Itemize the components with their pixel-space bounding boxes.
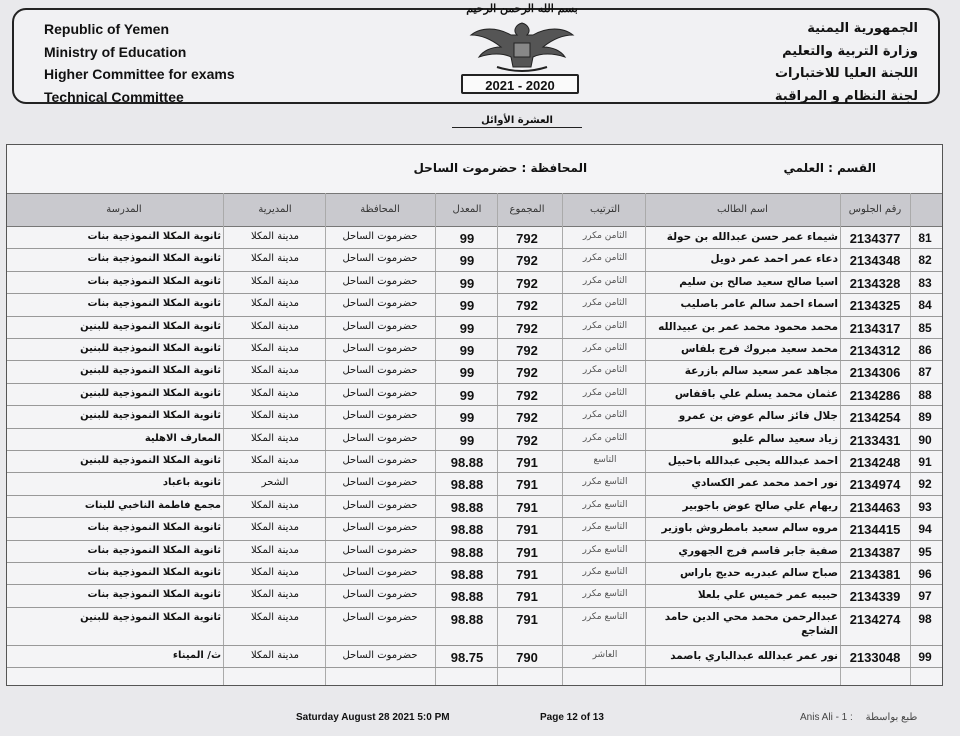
cell-rank: الثامن مكرر bbox=[582, 275, 628, 286]
cell-num: 86 bbox=[918, 343, 932, 357]
cell-total: 791 bbox=[516, 499, 538, 515]
cell-num: 89 bbox=[918, 410, 932, 425]
cell-avg: 99 bbox=[459, 253, 475, 269]
table-header bbox=[7, 193, 942, 227]
header-line: Ministry of Education bbox=[44, 43, 187, 60]
cell-school: ثانوية المكلا النموذجية للبنين bbox=[80, 410, 221, 422]
table-row bbox=[7, 271, 942, 294]
cell-gov: حضرموت الساحل bbox=[342, 649, 418, 661]
cell-dir: مدينة المكلا bbox=[250, 455, 300, 466]
cell-name: ريهام علي صالح عوض باجوبير bbox=[682, 499, 838, 512]
printed-by-value: Anis Ali - 1 : bbox=[800, 712, 853, 723]
cell-avg: 98.88 bbox=[450, 455, 484, 470]
header-line: Republic of Yemen bbox=[44, 21, 169, 37]
cell-name: شيماء عمر حسن عبدالله بن حولة bbox=[666, 231, 838, 243]
cell-rank: الثامن مكرر bbox=[582, 365, 628, 376]
cell-name: جلال فائز سالم عوض بن عمرو bbox=[678, 410, 838, 423]
footer-date: Saturday August 28 2021 5:0 PM bbox=[296, 712, 450, 723]
governorate-value: حضرموت الساحل bbox=[413, 161, 518, 175]
cell-seat: 2134381 bbox=[849, 567, 901, 582]
table-row bbox=[7, 645, 942, 668]
column-header-name: اسم الطالب bbox=[717, 204, 768, 215]
cell-name: نور احمد محمد عمر الكسادي bbox=[691, 477, 838, 490]
table-row bbox=[7, 293, 942, 316]
cell-total: 791 bbox=[516, 611, 538, 627]
table-row bbox=[7, 405, 942, 428]
cell-school: ث/ الميناء bbox=[172, 649, 221, 661]
cell-seat: 2134348 bbox=[849, 253, 901, 269]
cell-rank: الثامن مكرر bbox=[582, 320, 628, 331]
cell-dir: مدينة المكلا bbox=[250, 589, 300, 601]
column-header-school: المدرسة bbox=[106, 204, 142, 215]
cell-num: 83 bbox=[918, 275, 932, 290]
table-row bbox=[7, 338, 942, 361]
cell-total: 792 bbox=[516, 387, 538, 403]
page-title: العشرة الأوائل bbox=[452, 115, 582, 128]
cell-school: ثانوية المكلا النموذجية بنات bbox=[87, 589, 221, 601]
cell-num: 91 bbox=[918, 455, 932, 469]
cell-dir: مدينة المكلا bbox=[250, 522, 300, 534]
cell-gov: حضرموت الساحل bbox=[342, 589, 418, 601]
cell-school: ثانوية المكلا النموذجية بنات bbox=[87, 544, 221, 556]
cell-total: 791 bbox=[516, 567, 538, 582]
table-row bbox=[7, 495, 942, 518]
cell-avg: 98.88 bbox=[450, 589, 484, 605]
english-header bbox=[44, 18, 235, 108]
cell-dir: مدينة المكلا bbox=[250, 365, 300, 377]
cell-gov: حضرموت الساحل bbox=[342, 253, 418, 265]
cell-seat: 2133048 bbox=[849, 649, 901, 665]
cell-total: 792 bbox=[516, 320, 538, 336]
cell-dir: الشحر bbox=[261, 477, 289, 489]
cell-name: اسيا صالح سعيد صالح بن سليم bbox=[679, 275, 838, 288]
cell-school: ثانوية المكلا النموذجية بنات bbox=[87, 253, 221, 265]
header-line: الجمهورية اليمنية bbox=[807, 21, 918, 36]
cell-rank: التاسع مكرر bbox=[582, 522, 628, 533]
cell-num: 97 bbox=[918, 589, 932, 604]
table-row bbox=[7, 540, 942, 563]
cell-gov: حضرموت الساحل bbox=[342, 432, 418, 444]
cell-dir: مدينة المكلا bbox=[250, 298, 300, 310]
cell-name: محمد محمود محمد عمر بن عبيدالله bbox=[658, 320, 838, 333]
governorate-label: المحافظة : bbox=[521, 161, 588, 175]
cell-seat: 2134339 bbox=[849, 589, 901, 605]
cell-gov: حضرموت الساحل bbox=[342, 477, 418, 489]
cell-name: عثمان محمد يسلم علي باقفاس bbox=[674, 387, 838, 400]
cell-rank: التاسع مكرر bbox=[582, 499, 628, 510]
table-row bbox=[7, 360, 942, 383]
cell-rank: الثامن مكرر bbox=[582, 387, 628, 398]
table-row bbox=[7, 316, 942, 339]
cell-avg: 98.88 bbox=[450, 522, 484, 538]
cell-gov: حضرموت الساحل bbox=[342, 410, 418, 422]
column-header-total: المجموع bbox=[509, 204, 545, 215]
cell-gov: حضرموت الساحل bbox=[342, 455, 418, 466]
cell-dir: مدينة المكلا bbox=[250, 611, 300, 623]
cell-gov: حضرموت الساحل bbox=[342, 320, 418, 332]
cell-avg: 99 bbox=[459, 432, 475, 448]
results-frame bbox=[6, 144, 943, 686]
cell-num: 96 bbox=[918, 567, 932, 581]
cell-seat: 2134325 bbox=[849, 298, 901, 314]
cell-avg: 99 bbox=[459, 320, 475, 336]
cell-total: 791 bbox=[516, 544, 538, 560]
header-line: لجنة النظام و المراقبة bbox=[774, 88, 918, 104]
cell-gov: حضرموت الساحل bbox=[342, 231, 418, 242]
cell-school: ثانوية المكلا النموذجية للبنين bbox=[80, 387, 221, 399]
cell-total: 792 bbox=[516, 298, 538, 314]
cell-avg: 98.88 bbox=[450, 567, 484, 582]
cell-rank: الثامن مكرر bbox=[582, 298, 628, 309]
cell-name: احمد عبدالله يحيى عبدالله باحبيل bbox=[667, 455, 838, 467]
cell-school: ثانوية المكلا النموذجية بنات bbox=[87, 298, 221, 310]
cell-gov: حضرموت الساحل bbox=[342, 567, 418, 578]
table-row bbox=[7, 472, 942, 495]
cell-avg: 99 bbox=[459, 365, 475, 381]
cell-seat: 2134312 bbox=[849, 343, 901, 358]
cell-num: 84 bbox=[918, 298, 932, 313]
header-line: Higher Committee for exams bbox=[44, 66, 235, 82]
cell-dir: مدينة المكلا bbox=[250, 499, 300, 511]
eagle-emblem-icon bbox=[467, 17, 577, 73]
cell-name: حبيبه عمر خميس علي بلعلا bbox=[697, 589, 838, 602]
cell-name: صفية جابر قاسم فرج الجهوري bbox=[678, 544, 838, 557]
cell-seat: 2134274 bbox=[849, 611, 901, 627]
cell-dir: مدينة المكلا bbox=[250, 410, 300, 422]
cell-total: 792 bbox=[516, 432, 538, 448]
cell-school: مجمع فاطمة الناخبي للبنات bbox=[84, 499, 221, 511]
cell-name: عبدالرحمن محمد محي الدين حامد الشاجع bbox=[664, 610, 838, 637]
cell-total: 791 bbox=[516, 589, 538, 605]
cell-rank: الثامن مكرر bbox=[582, 343, 628, 353]
cell-school: ثانوية المكلا النموذجية للبنين bbox=[80, 320, 221, 332]
cell-num: 87 bbox=[918, 365, 932, 380]
cell-dir: مدينة المكلا bbox=[250, 343, 300, 354]
cell-num: 98 bbox=[918, 611, 932, 626]
basmala: بسم الله الرحمن الرحيم bbox=[466, 2, 578, 15]
cell-total: 792 bbox=[516, 253, 538, 269]
cell-school: ثانوية المكلا النموذجية للبنين bbox=[80, 365, 221, 377]
cell-gov: حضرموت الساحل bbox=[342, 522, 418, 534]
cell-num: 82 bbox=[918, 253, 932, 268]
column-header-rank: الترتيب bbox=[590, 204, 620, 215]
cell-name: محمد سعيد مبروك فرج بلفاس bbox=[680, 343, 838, 355]
cell-seat: 2134328 bbox=[849, 275, 901, 291]
table-row bbox=[7, 562, 942, 585]
cell-avg: 98.88 bbox=[450, 477, 484, 493]
cell-num: 88 bbox=[918, 387, 932, 402]
cell-school: ثانوية المكلا النموذجية بنات bbox=[87, 231, 221, 242]
cell-name: زياد سعيد سالم عليو bbox=[732, 432, 838, 445]
table-row bbox=[7, 248, 942, 271]
cell-dir: مدينة المكلا bbox=[250, 387, 300, 399]
cell-school: ثانوية المكلا النموذجية للبنين bbox=[80, 343, 221, 354]
cell-gov: حضرموت الساحل bbox=[342, 611, 418, 623]
cell-rank: التاسع مكرر bbox=[582, 477, 628, 488]
cell-name: صباح سالم عبدربه حديج باراس bbox=[679, 567, 838, 579]
cell-dir: مدينة المكلا bbox=[250, 649, 300, 661]
info-row bbox=[413, 161, 876, 175]
cell-gov: حضرموت الساحل bbox=[342, 343, 418, 354]
cell-name: مروه سالم سعيد بامطروش باوزير bbox=[661, 522, 838, 535]
cell-num: 99 bbox=[918, 649, 932, 664]
year-box: 2021 - 2020 bbox=[461, 74, 579, 94]
section-label: القسم : bbox=[828, 161, 876, 175]
cell-avg: 98.88 bbox=[450, 499, 484, 515]
cell-gov: حضرموت الساحل bbox=[342, 544, 418, 556]
cell-num: 94 bbox=[918, 522, 932, 537]
column-header-directorate: المديرية bbox=[258, 204, 292, 215]
emblem-block bbox=[452, 2, 592, 73]
printed-by-label: طبع بواسطة bbox=[865, 712, 918, 723]
cell-avg: 98.88 bbox=[450, 544, 484, 560]
cell-seat: 2134377 bbox=[849, 231, 901, 246]
cell-dir: مدينة المكلا bbox=[250, 275, 300, 287]
column-header-governorate: المحافظة bbox=[360, 204, 400, 215]
cell-name: مجاهد عمر سعيد سالم بازرعة bbox=[684, 365, 838, 378]
cell-num: 93 bbox=[918, 499, 932, 514]
cell-avg: 99 bbox=[459, 275, 475, 291]
cell-name: اسماء احمد سالم عامر باصليب bbox=[680, 298, 838, 311]
cell-avg: 99 bbox=[459, 298, 475, 314]
cell-dir: مدينة المكلا bbox=[250, 432, 300, 444]
cell-seat: 2134286 bbox=[849, 387, 901, 403]
cell-num: 81 bbox=[918, 231, 932, 245]
table-row bbox=[7, 383, 942, 406]
cell-seat: 2133431 bbox=[849, 432, 901, 448]
cell-rank: الثامن مكرر bbox=[582, 231, 628, 241]
cell-school: ثانوية المكلا النموذجية بنات bbox=[87, 567, 221, 578]
cell-rank: التاسع مكرر bbox=[582, 544, 628, 555]
cell-gov: حضرموت الساحل bbox=[342, 298, 418, 310]
section-value: العلمي bbox=[783, 161, 824, 175]
cell-num: 85 bbox=[918, 320, 932, 335]
cell-rank: التاسع مكرر bbox=[582, 567, 628, 577]
header-line: Technical Committee bbox=[44, 88, 184, 105]
cell-school: ثانوية المكلا النموذجية للبنين bbox=[80, 455, 221, 466]
cell-gov: حضرموت الساحل bbox=[342, 365, 418, 377]
cell-seat: 2134248 bbox=[849, 455, 901, 470]
cell-rank: الثامن مكرر bbox=[582, 410, 628, 421]
cell-rank: التاسع bbox=[593, 455, 617, 465]
table-row bbox=[7, 517, 942, 540]
cell-dir: مدينة المكلا bbox=[250, 544, 300, 556]
cell-dir: مدينة المكلا bbox=[250, 567, 300, 578]
cell-avg: 99 bbox=[459, 343, 475, 358]
footer-page: Page 12 of 13 bbox=[540, 712, 604, 723]
cell-total: 792 bbox=[516, 343, 538, 358]
cell-total: 791 bbox=[516, 522, 538, 538]
cell-school: ثانوية المكلا النموذجية بنات bbox=[87, 275, 221, 287]
header-line: اللجنة العليا للاختبارات bbox=[774, 66, 918, 81]
column-header-avg: المعدل bbox=[452, 204, 482, 215]
cell-seat: 2134463 bbox=[849, 499, 901, 515]
table-row bbox=[7, 584, 942, 607]
cell-school: ثانوية المكلا النموذجية للبنين bbox=[80, 611, 221, 623]
cell-rank: العاشر bbox=[592, 649, 618, 660]
cell-dir: مدينة المكلا bbox=[250, 231, 300, 242]
cell-seat: 2134415 bbox=[849, 522, 901, 538]
cell-school: ثانوية المكلا النموذجية بنات bbox=[87, 522, 221, 534]
cell-avg: 98.88 bbox=[450, 611, 484, 627]
cell-num: 90 bbox=[918, 432, 932, 447]
cell-total: 791 bbox=[516, 455, 538, 470]
cell-school: ثانوية باعباد bbox=[162, 477, 221, 489]
cell-school: المعارف الاهلية bbox=[144, 432, 221, 444]
cell-avg: 98.75 bbox=[450, 649, 484, 665]
table-row bbox=[7, 450, 942, 473]
cell-seat: 2134387 bbox=[849, 544, 901, 560]
cell-gov: حضرموت الساحل bbox=[342, 499, 418, 511]
cell-dir: مدينة المكلا bbox=[250, 320, 300, 332]
cell-avg: 99 bbox=[459, 387, 475, 403]
cell-rank: الثامن مكرر bbox=[582, 253, 628, 264]
cell-gov: حضرموت الساحل bbox=[342, 387, 418, 399]
cell-seat: 2134254 bbox=[849, 410, 901, 426]
cell-gov: حضرموت الساحل bbox=[342, 275, 418, 287]
table-row bbox=[7, 226, 942, 249]
cell-rank: التاسع مكرر bbox=[582, 611, 628, 622]
cell-rank: الثامن مكرر bbox=[582, 432, 628, 443]
cell-name: نور عمر عبدالله عبدالباري باصمد bbox=[670, 649, 838, 662]
cell-total: 790 bbox=[516, 649, 538, 665]
table-row bbox=[7, 607, 942, 646]
cell-total: 792 bbox=[516, 275, 538, 291]
arabic-header bbox=[775, 18, 918, 108]
column-header-seat: رقم الجلوس bbox=[848, 204, 902, 215]
table-row bbox=[7, 428, 942, 451]
cell-seat: 2134317 bbox=[849, 320, 901, 336]
cell-num: 95 bbox=[918, 544, 932, 559]
cell-avg: 99 bbox=[459, 410, 475, 426]
cell-seat: 2134974 bbox=[849, 477, 901, 493]
cell-total: 792 bbox=[516, 410, 538, 426]
cell-total: 792 bbox=[516, 365, 538, 381]
cell-name: دعاء عمر احمد عمر دويل bbox=[710, 253, 838, 266]
cell-total: 791 bbox=[516, 477, 538, 493]
cell-dir: مدينة المكلا bbox=[250, 253, 300, 265]
cell-avg: 99 bbox=[459, 231, 475, 246]
cell-num: 92 bbox=[918, 477, 932, 492]
header-line: وزارة التربية والتعليم bbox=[782, 43, 918, 59]
cell-total: 792 bbox=[516, 231, 538, 246]
cell-seat: 2134306 bbox=[849, 365, 901, 381]
cell-rank: التاسع مكرر bbox=[582, 589, 628, 600]
footer-printed-by bbox=[800, 712, 917, 723]
